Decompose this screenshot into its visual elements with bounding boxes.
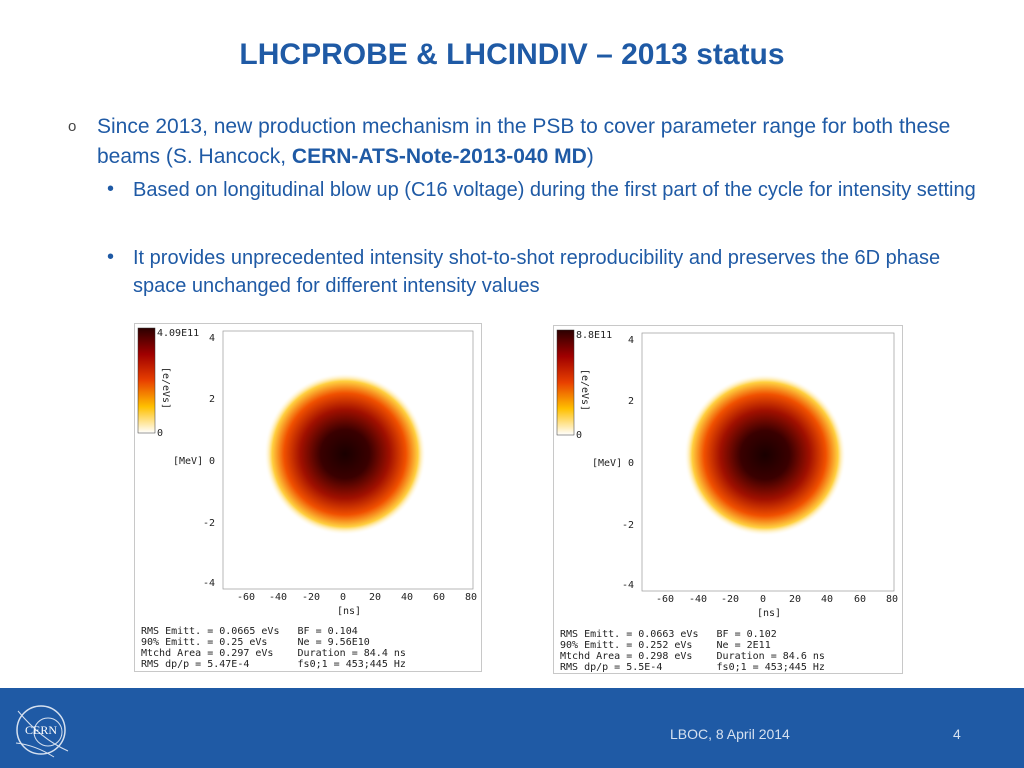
cern-logo-icon [10, 699, 72, 761]
y-tick: 2 [208, 394, 215, 405]
x-tick: 0 [759, 594, 767, 605]
x-tick: -20 [720, 594, 740, 605]
sub-bullet-marker: • [107, 246, 115, 268]
phase-space-bunch [684, 374, 846, 536]
phase-space-plot-2 [553, 325, 903, 674]
colorbar-unit-label: [e/eVs] [579, 368, 590, 412]
y-tick: 0 [208, 456, 215, 467]
phase-space-plot-1 [134, 323, 482, 672]
x-tick: -60 [236, 592, 256, 603]
x-axis-label: [ns] [336, 606, 362, 617]
y-tick: 4 [627, 335, 634, 346]
y-tick: -4 [202, 578, 215, 589]
plot-1-canvas [135, 324, 481, 671]
slide-title: LHCPROBE & LHCINDIV – 2013 status [239, 38, 785, 71]
x-tick: 80 [885, 594, 899, 605]
footer-date: LBOC, 8 April 2014 [670, 726, 790, 742]
sub-bullet-2: It provides unprecedented intensity shot-to-shot reproducibility and preserves the 6D phase space unchanged for different intensity values [133, 247, 941, 297]
plot-1-stats [141, 626, 406, 670]
cern-logo-text: CERN [24, 723, 58, 737]
x-tick: -20 [301, 592, 321, 603]
colorbar-min-label: 0 [157, 428, 164, 439]
x-tick: 60 [853, 594, 867, 605]
main-bullet-close: ) [586, 145, 594, 168]
y-tick: 0 [627, 458, 634, 469]
x-tick: -40 [268, 592, 288, 603]
stats-line: RMS dp/p = 5.47E-4 fs0;1 = 453;445 Hz [141, 659, 406, 670]
footer-bar [0, 688, 1024, 768]
y-axis-label: [MeV] [173, 456, 204, 467]
note-reference: CERN-ATS-Note-2013-040 MD [291, 145, 587, 168]
stats-line: 90% Emitt. = 0.252 eVs Ne = 2E11 [560, 640, 771, 651]
stats-line: Mtchd Area = 0.298 eVs Duration = 84.6 ns [560, 651, 825, 662]
colorbar-min-label: 0 [576, 430, 583, 441]
x-tick: -60 [655, 594, 675, 605]
colorbar-max-label: 8.8E11 [576, 330, 613, 341]
stats-line: Mtchd Area = 0.297 eVs Duration = 84.4 ns [141, 648, 406, 659]
x-axis-label: [ns] [756, 608, 782, 619]
x-tick: 20 [368, 592, 382, 603]
main-bullet-text [97, 112, 977, 172]
sub-bullet-1: Based on longitudinal blow up (C16 voltage) during the first part of the cycle for intensity setting [133, 179, 976, 201]
y-tick: 2 [627, 396, 634, 407]
y-tick: -2 [621, 520, 634, 531]
y-axis-label: [MeV] [592, 458, 623, 469]
sub-bullet-marker: • [107, 178, 115, 200]
stats-line: RMS Emitt. = 0.0663 eVs BF = 0.102 [560, 629, 777, 640]
stats-line: 90% Emitt. = 0.25 eVs Ne = 9.56E10 [141, 637, 370, 648]
x-tick: -40 [688, 594, 708, 605]
plot-2-canvas [554, 326, 902, 673]
main-bullet-marker: o [68, 118, 77, 135]
colorbar-max-label: 4.09E11 [157, 328, 200, 339]
x-tick: 40 [400, 592, 414, 603]
y-tick: -4 [621, 580, 634, 591]
phase-space-bunch [264, 373, 426, 535]
page-number: 4 [953, 726, 961, 742]
colorbar [138, 328, 155, 433]
plot-2-stats [560, 629, 825, 673]
y-tick: 4 [208, 333, 215, 344]
stats-line: RMS Emitt. = 0.0665 eVs BF = 0.104 [141, 626, 358, 637]
colorbar [557, 330, 574, 435]
x-tick: 20 [788, 594, 802, 605]
x-tick: 40 [820, 594, 834, 605]
x-tick: 0 [339, 592, 347, 603]
x-tick: 80 [464, 592, 478, 603]
y-tick: -2 [202, 518, 215, 529]
main-bullet-body: Since 2013, new production mechanism in the PSB to cover parameter range for both these beams (S. Hancock, [97, 115, 951, 168]
colorbar-unit-label: [e/eVs] [160, 366, 171, 410]
x-tick: 60 [432, 592, 446, 603]
stats-line: RMS dp/p = 5.5E-4 fs0;1 = 453;445 Hz [560, 662, 825, 673]
